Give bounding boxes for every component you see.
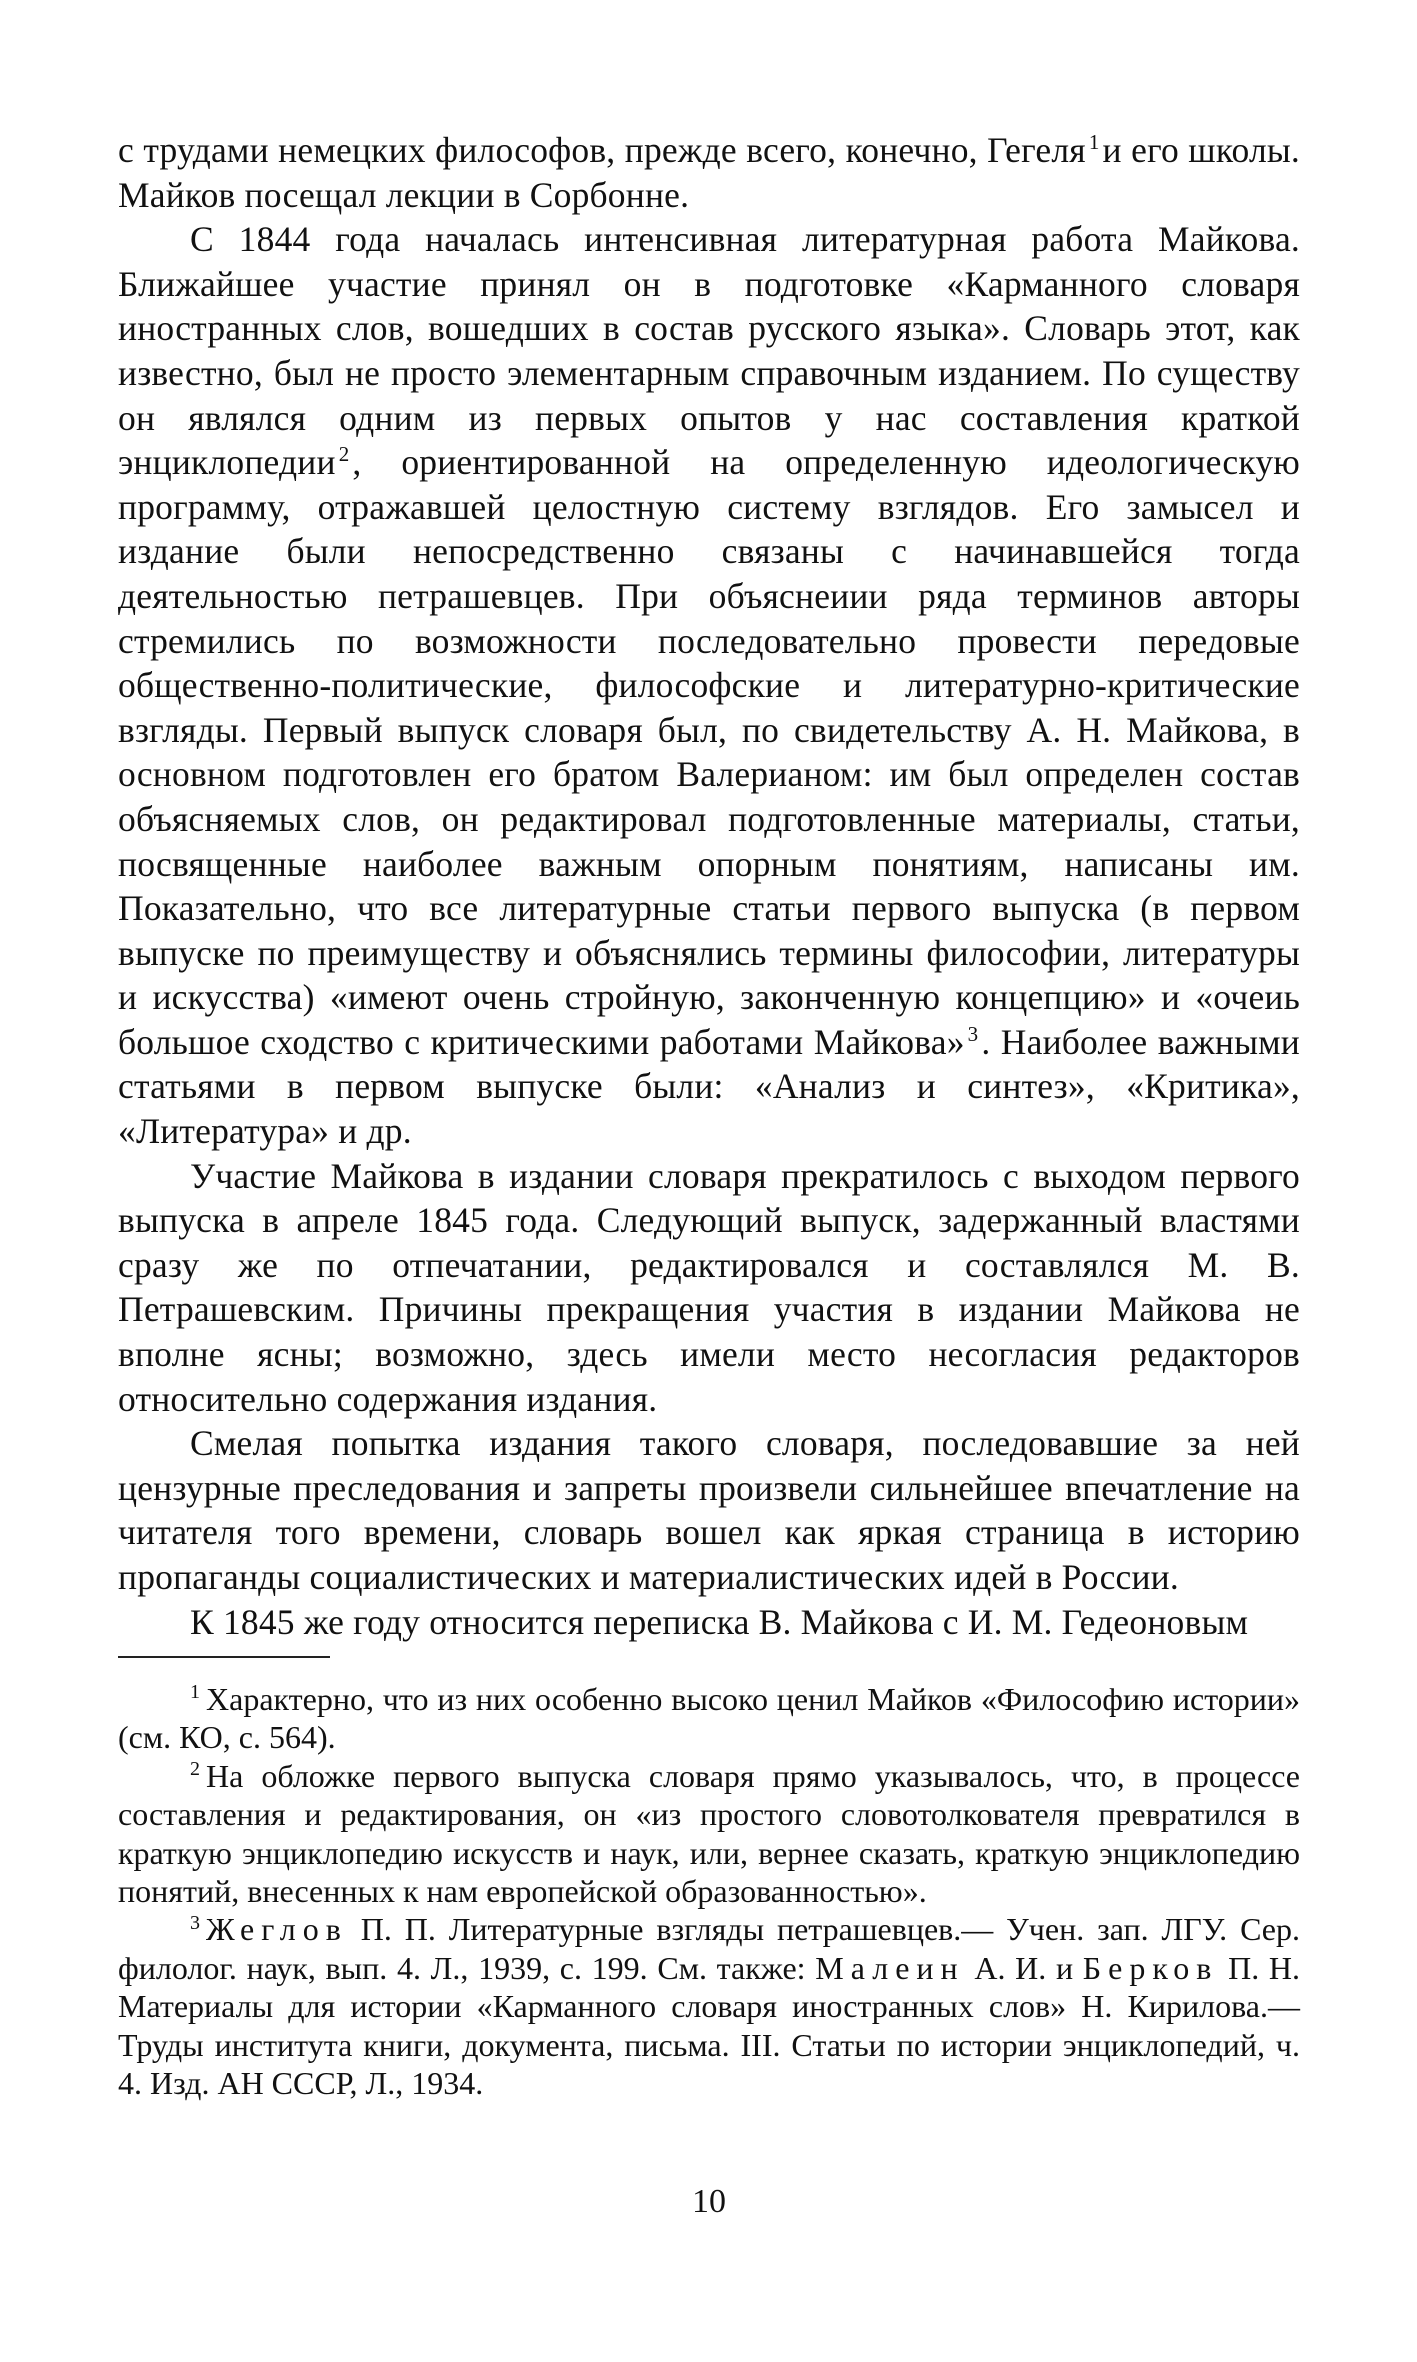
footnote-3 <box>118 1910 1300 2102</box>
paragraph-3: Участие Майкова в издании словаря прекратилось с выходом первого выпуска в апреле 1845 года. Следующий выпуск, задержанный властями сразу же по отпечатании, редактировался и составлялся М. В. Петрашевским. Причины прекращения участия в издании Майкова не вполне ясны; возможно, здесь имели место несогласия редакторов относительно содержания издания. <box>118 1155 1300 1419</box>
footnote-3-author-2: Малеин <box>815 1949 965 1986</box>
paragraph-1-text-b: и его школы. Майков посещал лекции в Сорбонне. <box>118 130 1300 215</box>
footnote-3-author-1: Жеглов <box>206 1911 348 1948</box>
footnote-1-text: Характерно, что из них особенно высоко ценил Майков «Философию истории» (см. КО, с. 564). <box>118 1681 1300 1756</box>
paragraph-1 <box>118 128 1300 217</box>
paragraph-2-text-c: . Наиболее важными статьями в первом выпуске были: «Анализ и синтез», «Критика», «Литература» и др. <box>118 1021 1300 1152</box>
paragraph-1-text-a: с трудами немецких философов, прежде всего, конечно, Гегеля <box>118 130 1086 170</box>
footnote-3-number: 3 <box>190 1911 200 1934</box>
footnote-2-text: На обложке первого выпуска словаря прямо указывалось, что, в процессе составления и редактирования, он «из простого словотолкователя превратился в краткую энциклопедию искусств и наук, или, вернее сказать, краткую энциклопедию понятий, внесенных к нам европейской образованностью». <box>118 1757 1300 1910</box>
footnote-ref-2: 2 <box>338 442 350 467</box>
footnote-3-text-b: А. И. и <box>974 1949 1074 1986</box>
footnote-1-number: 1 <box>190 1681 200 1704</box>
footnote-ref-3: 3 <box>967 1022 979 1047</box>
paragraph-5: К 1845 же году относится переписка В. Майкова с И. М. Гедеоновым <box>190 1601 1249 1642</box>
footnote-ref-1: 1 <box>1088 130 1100 155</box>
footnote-3-text-c: П. Н. Материалы для истории «Карманного словаря иностранных слов» Н. Кирилова.— Труды института книги, документа, письма. III. Статьи по истории энциклопедий, ч. 4. Изд. АН СССР, Л., 1934. <box>118 1949 1301 2102</box>
paragraph-2-text-a: С 1844 года началась интенсивная литературная работа Майкова. Ближайшее участие принял он в подготовке «Карманного словаря иностранных слов, вошедших в состав русского языка». Словарь этот, как известно, был не просто элементарным справочным изданием. По существу он являлся одним из первых опытов у нас составления краткой энциклопедии <box>118 219 1300 483</box>
footnote-3-text-a: П. П. Литературные взгляды петрашевцев.— Учен. зап. ЛГУ. Сер. филолог. наук, вып. 4. Л., 1939, с. 199. См. также: <box>118 1911 1301 1986</box>
footnote-separator <box>118 1656 330 1658</box>
paragraph-4: Смелая попытка издания такого словаря, последовавшие за ней цензурные преследования и запреты произвели сильнейшее впечатление на читателя того времени, словарь вошел как яркая страница в историю пропаганды социалистических и материалистических идей в России. <box>118 1423 1300 1597</box>
paragraph-2 <box>118 217 1300 1153</box>
body-text <box>118 128 1300 1644</box>
footnote-2-number: 2 <box>190 1758 200 1781</box>
book-page <box>118 128 1300 2278</box>
footnotes <box>118 1680 1300 2102</box>
footnote-1 <box>118 1680 1300 1757</box>
footnote-3-author-3: Берков <box>1082 1949 1219 1986</box>
page-number: 10 <box>692 2183 726 2220</box>
footnote-2 <box>118 1757 1300 1911</box>
paragraph-2-text-b: , ориентированной на определенную идеологическую программу, отражавшей целостную систему взглядов. Его замысел и издание были непосредственно связаны с начинавшейся тогда деятельностью петрашевцев. При объяснеиии ряда терминов авторы стремились по возможности последовательно провести передовые общественно-политические, философские и литературно-критические взгляды. Первый выпуск словаря был, по свидетельству А. Н. Майкова, в основном подготовлен его братом Валерианом: им был определен состав объясняемых слов, он редактировал подготовленные материалы, статьи, посвященные наиболее важным опорным понятиям, написаны им. Показательно, что все литературные статьи первого выпуска (в первом выпуске по преимуществу и объяснялись термины философии, литературы и искусства) «имеют очень стройную, законченную концепцию» и «очеиь большое сходство с критическими работами Майкова» <box>118 442 1300 1062</box>
